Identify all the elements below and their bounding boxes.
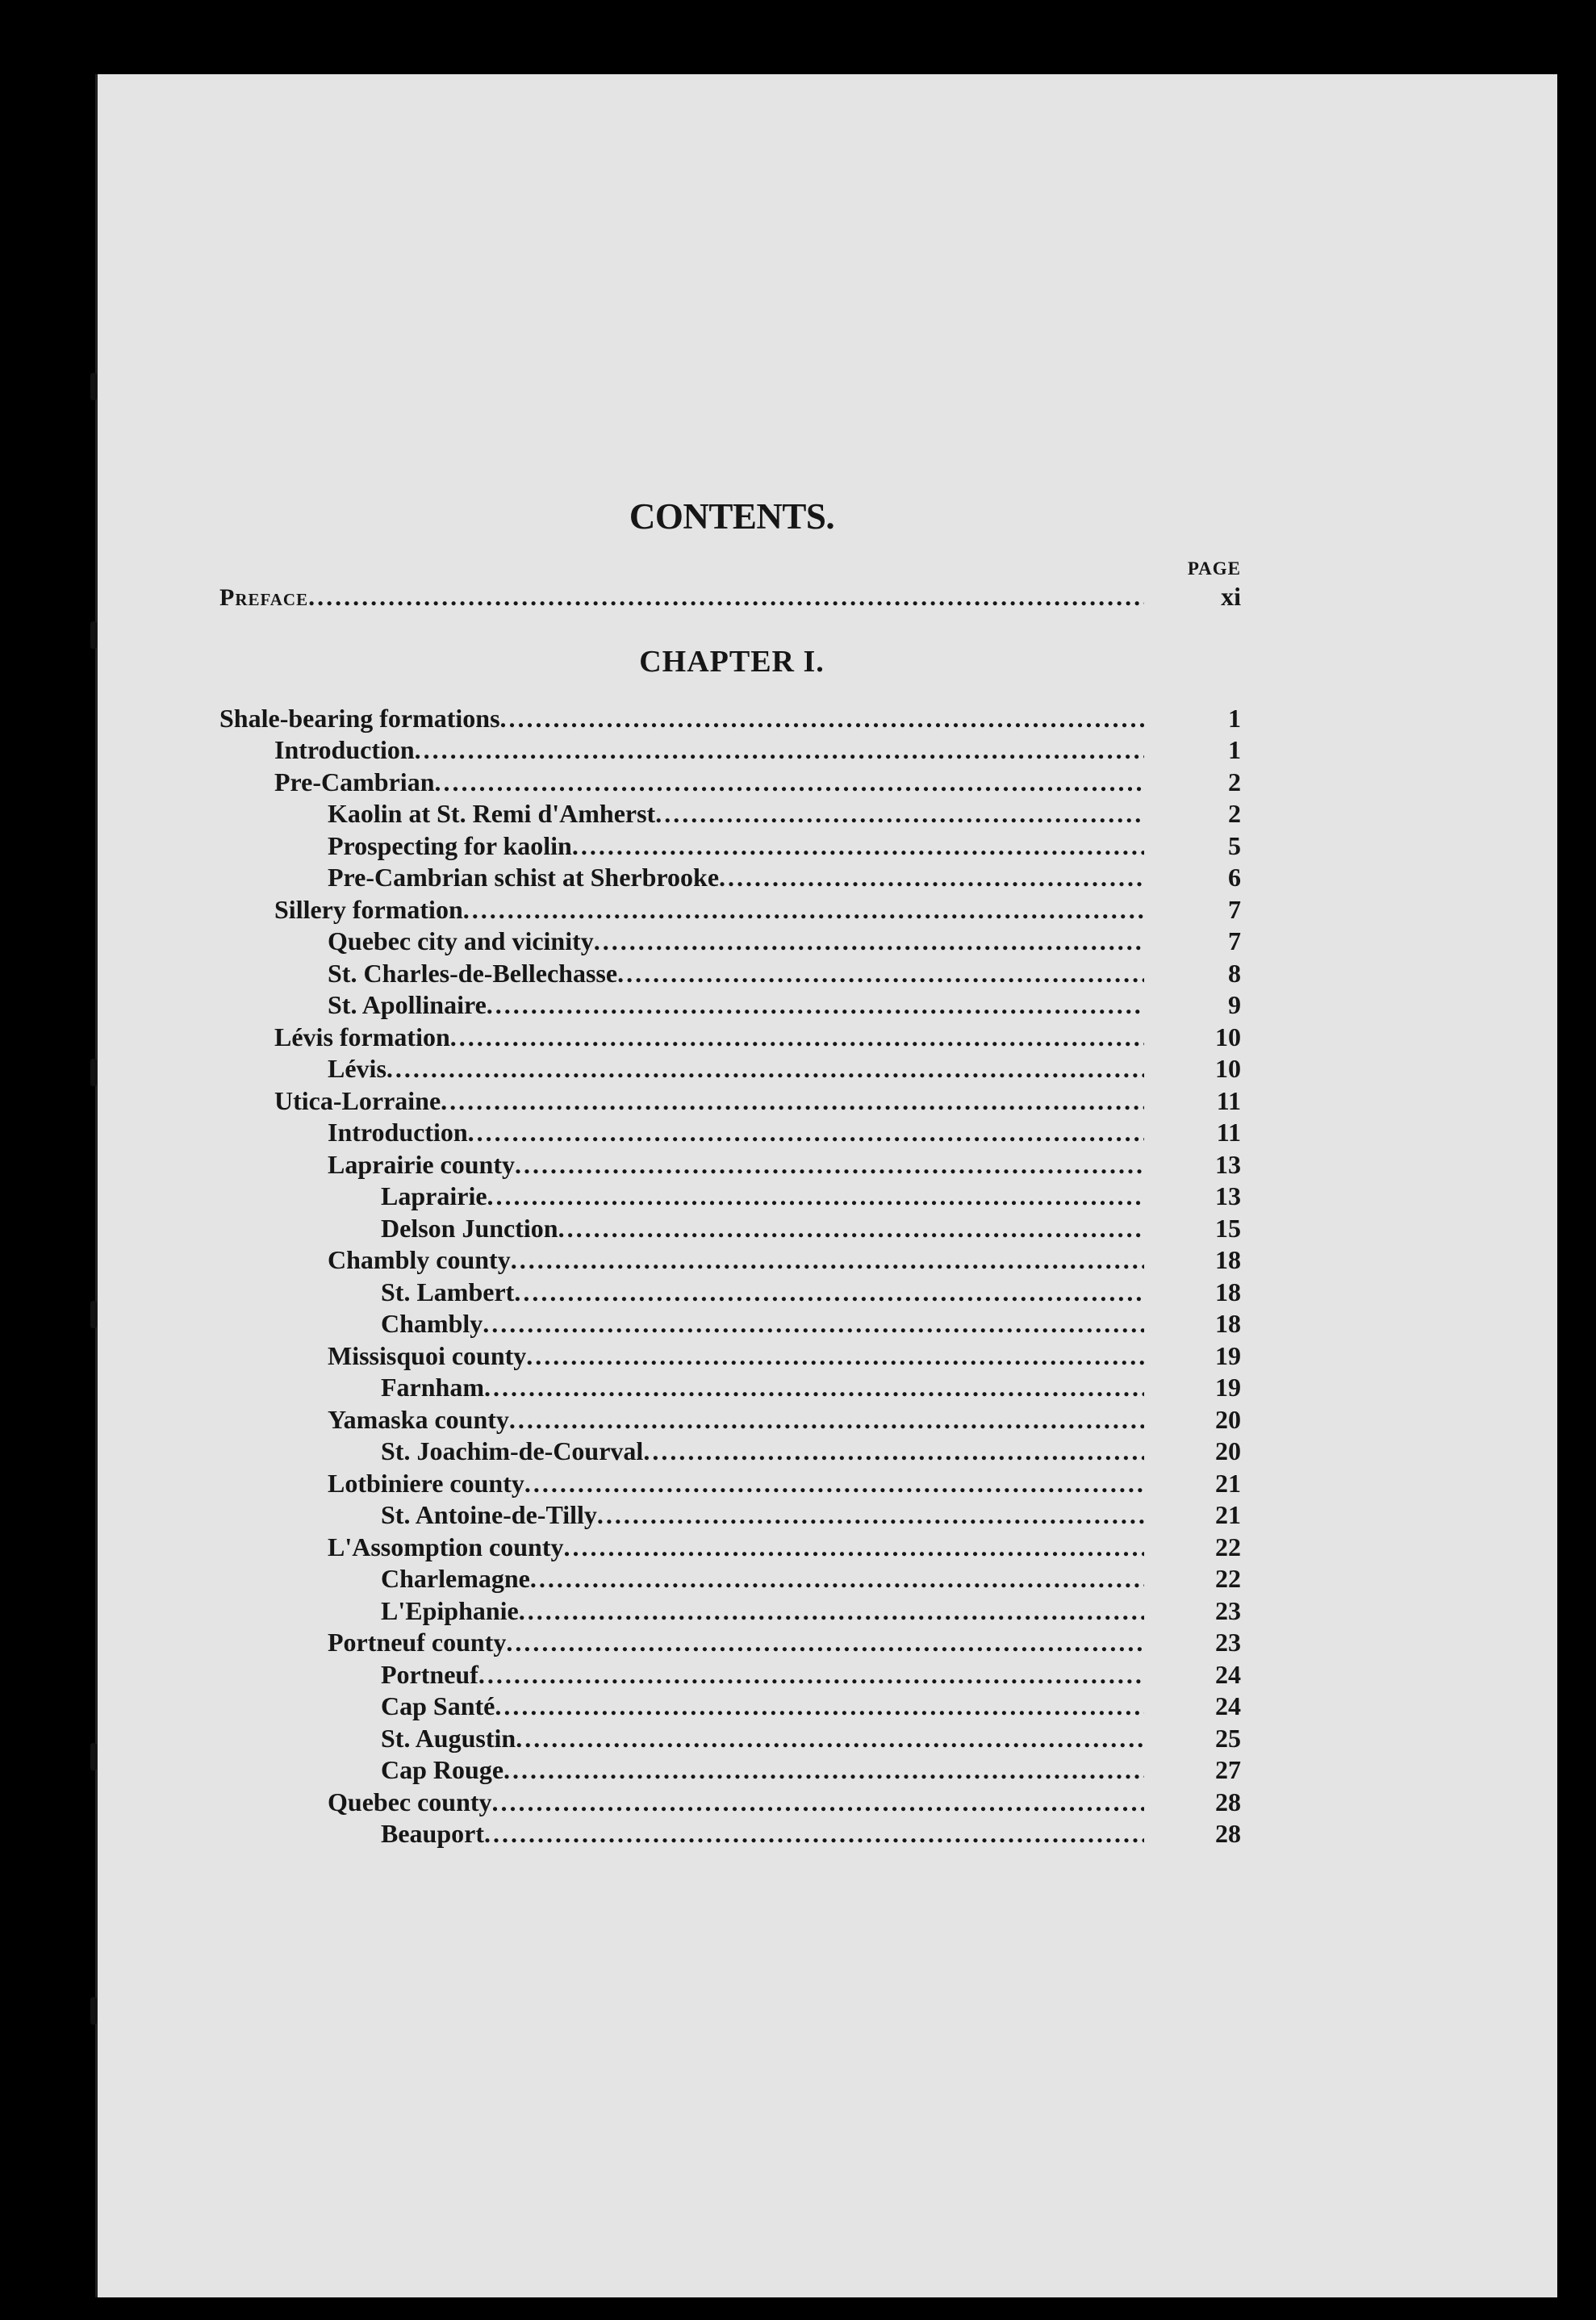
toc-page-number: 28 <box>1215 1819 1241 1848</box>
toc-entry-label: Chambly county <box>328 1245 511 1274</box>
toc-entry-label: Sillery formation <box>274 894 463 924</box>
toc-entry-label: Laprairie county <box>328 1149 515 1179</box>
toc-page-number: 25 <box>1215 1723 1241 1753</box>
toc-row <box>219 1723 1244 1755</box>
dot-leader <box>415 734 1144 767</box>
toc-page-number: 7 <box>1228 926 1241 955</box>
toc-page-number: 11 <box>1216 1085 1241 1115</box>
toc-row-preface <box>219 581 1244 614</box>
toc-row <box>219 1436 1244 1468</box>
chapter-heading: CHAPTER I. <box>639 644 825 679</box>
toc-row <box>219 862 1244 894</box>
toc-row <box>219 1595 1244 1628</box>
toc-page-number: 22 <box>1215 1532 1241 1561</box>
binding-mark <box>90 373 97 400</box>
toc-row <box>219 1468 1244 1500</box>
dot-leader <box>617 958 1144 990</box>
toc-page-number: 20 <box>1215 1404 1241 1434</box>
toc-entry-label: St. Lambert <box>381 1277 515 1306</box>
toc-row <box>219 1181 1244 1213</box>
toc-entry-label: St. Joachim-de-Courval <box>381 1436 644 1465</box>
dot-leader <box>468 1117 1144 1149</box>
binding-mark <box>90 1997 97 2025</box>
dot-leader <box>495 1691 1144 1723</box>
toc-page-number: 18 <box>1215 1277 1241 1306</box>
page-column-label: PAGE <box>1187 558 1241 579</box>
toc-entry-label: Pre-Cambrian <box>274 767 435 796</box>
toc-row <box>219 703 1244 735</box>
binding-mark <box>90 1059 97 1086</box>
dot-leader <box>487 1181 1144 1213</box>
toc-page-number: 2 <box>1228 799 1241 828</box>
toc-entry-label: Portneuf county <box>328 1628 507 1657</box>
dot-leader <box>643 1436 1144 1468</box>
toc-row <box>219 767 1244 799</box>
toc-row <box>219 1117 1244 1149</box>
toc-page-number: 13 <box>1215 1181 1241 1210</box>
dot-leader <box>483 1308 1144 1340</box>
toc-page-number: 22 <box>1215 1564 1241 1593</box>
toc-row <box>219 1149 1244 1181</box>
dot-leader <box>597 1499 1144 1532</box>
dot-leader <box>434 767 1144 799</box>
dot-leader <box>484 1818 1144 1850</box>
toc-row <box>219 1818 1244 1850</box>
toc-entry-label: Cap Rouge <box>381 1755 504 1784</box>
toc-row <box>219 1627 1244 1659</box>
toc-row <box>219 1787 1244 1819</box>
toc-page-number: 28 <box>1215 1787 1241 1816</box>
dot-leader <box>558 1213 1144 1245</box>
toc-entry-label: Shale-bearing formations <box>219 703 500 733</box>
toc-row <box>219 1022 1244 1054</box>
toc-page-number: 9 <box>1228 990 1241 1019</box>
toc-entry-label: L'Epiphanie <box>381 1595 519 1625</box>
toc-entry-label: St. Augustin <box>381 1723 516 1753</box>
toc-entry-label: Introduction <box>274 735 415 764</box>
toc-page-number: 6 <box>1228 863 1241 892</box>
toc-entry-label: Missisquoi county <box>328 1340 527 1370</box>
toc-row <box>219 1691 1244 1723</box>
dot-leader <box>719 862 1144 894</box>
toc-page-number: 10 <box>1215 1022 1241 1051</box>
dot-leader <box>478 1659 1144 1691</box>
toc-page-number: 21 <box>1215 1468 1241 1498</box>
toc-entry-label: St. Apollinaire <box>328 990 487 1019</box>
toc-row <box>219 1308 1244 1340</box>
toc-entry-label: Quebec city and vicinity <box>328 926 594 955</box>
toc-page-number: 24 <box>1215 1659 1241 1689</box>
toc-page-number: 2 <box>1228 767 1241 796</box>
toc-page-number: 1 <box>1228 703 1241 733</box>
toc-entry-label: Pre-Cambrian schist at Sherbrooke <box>328 863 720 892</box>
dot-leader <box>594 926 1144 958</box>
toc-page-number: 23 <box>1215 1628 1241 1657</box>
table-of-contents <box>219 492 1244 1850</box>
toc-page-number: 23 <box>1215 1595 1241 1625</box>
toc-row <box>219 1404 1244 1436</box>
toc-page-number: 15 <box>1215 1213 1241 1243</box>
toc-page-number: 21 <box>1215 1500 1241 1529</box>
toc-row <box>219 1659 1244 1691</box>
dot-leader <box>514 1277 1144 1309</box>
toc-row <box>219 734 1244 767</box>
toc-row <box>219 1244 1244 1277</box>
toc-entry-label: Quebec county <box>328 1787 492 1816</box>
toc-row <box>219 1340 1244 1373</box>
toc-page-number: 18 <box>1215 1245 1241 1274</box>
toc-row <box>219 1277 1244 1309</box>
toc-row <box>219 926 1244 958</box>
toc-row <box>219 989 1244 1022</box>
toc-entry-label: Chambly <box>381 1309 483 1338</box>
toc-entry-label: L'Assomption county <box>328 1532 564 1561</box>
binding-mark <box>90 1743 97 1770</box>
toc-row <box>219 1499 1244 1532</box>
toc-row <box>219 958 1244 990</box>
toc-entry-label: Preface <box>219 584 309 611</box>
toc-row <box>219 1372 1244 1404</box>
dot-leader <box>519 1595 1144 1628</box>
toc-row <box>219 830 1244 863</box>
toc-page-number: 19 <box>1215 1373 1241 1402</box>
toc-page-number: 8 <box>1228 958 1241 988</box>
dot-leader <box>515 1149 1144 1181</box>
toc-entry-label: Lévis <box>328 1054 386 1083</box>
toc-entry-label: Yamaska county <box>328 1404 509 1434</box>
toc-entry-label: Lévis formation <box>274 1022 450 1051</box>
toc-entry-label: Laprairie <box>381 1181 487 1210</box>
toc-page-number: xi <box>1221 582 1241 611</box>
dot-leader <box>441 1085 1144 1118</box>
toc-page-number: 19 <box>1215 1340 1241 1370</box>
dot-leader <box>484 1372 1144 1404</box>
dot-leader <box>564 1532 1145 1564</box>
toc-entry-label: Introduction <box>328 1118 468 1147</box>
dot-leader <box>503 1754 1144 1787</box>
toc-entry-label: St. Charles-de-Bellechasse <box>328 958 618 988</box>
toc-row <box>219 894 1244 926</box>
binding-mark <box>90 1301 97 1328</box>
dot-leader <box>530 1563 1144 1595</box>
toc-page-number: 24 <box>1215 1691 1241 1720</box>
dot-leader <box>487 989 1144 1022</box>
toc-page-number: 20 <box>1215 1436 1241 1465</box>
toc-page-number: 18 <box>1215 1309 1241 1338</box>
toc-row <box>219 798 1244 830</box>
dot-leader <box>526 1340 1144 1373</box>
toc-entry-label: Kaolin at St. Remi d'Amherst <box>328 799 656 828</box>
dot-leader <box>655 798 1144 830</box>
toc-row <box>219 1213 1244 1245</box>
dot-leader <box>308 581 1144 613</box>
toc-entry-label: St. Antoine-de-Tilly <box>381 1500 597 1529</box>
toc-entry-label: Utica-Lorraine <box>274 1085 441 1115</box>
toc-page-number: 13 <box>1215 1149 1241 1179</box>
toc-row <box>219 1532 1244 1564</box>
dot-leader <box>500 703 1144 735</box>
toc-entry-label: Cap Santé <box>381 1691 495 1720</box>
dot-leader <box>524 1468 1144 1500</box>
dot-leader <box>509 1404 1144 1436</box>
toc-page-number: 1 <box>1228 735 1241 764</box>
page-title: CONTENTS. <box>629 496 835 537</box>
toc-entry-label: Charlemagne <box>381 1564 530 1593</box>
dot-leader <box>506 1627 1144 1659</box>
toc-page-number: 10 <box>1215 1054 1241 1083</box>
dot-leader <box>516 1723 1144 1755</box>
toc-row <box>219 1085 1244 1118</box>
toc-page-number: 7 <box>1228 894 1241 924</box>
toc-page-number: 27 <box>1215 1755 1241 1784</box>
dot-leader <box>492 1787 1144 1819</box>
toc-row <box>219 1563 1244 1595</box>
dot-leader <box>572 830 1144 863</box>
toc-entry-label: Portneuf <box>381 1659 478 1689</box>
toc-entry-label: Prospecting for kaolin <box>328 830 572 860</box>
dot-leader <box>463 894 1144 926</box>
dot-leader <box>386 1053 1144 1085</box>
toc-row <box>219 1053 1244 1085</box>
toc-entry-label: Farnham <box>381 1373 484 1402</box>
dot-leader <box>450 1022 1144 1054</box>
toc-page-number: 5 <box>1228 830 1241 860</box>
binding-mark <box>90 621 97 649</box>
toc-list <box>219 703 1244 1850</box>
toc-entry-label: Delson Junction <box>381 1213 558 1243</box>
toc-entry-label: Beauport <box>381 1819 484 1848</box>
dot-leader <box>511 1244 1144 1277</box>
toc-page-number: 11 <box>1216 1118 1241 1147</box>
toc-row <box>219 1754 1244 1787</box>
toc-entry-label: Lotbiniere county <box>328 1468 524 1498</box>
